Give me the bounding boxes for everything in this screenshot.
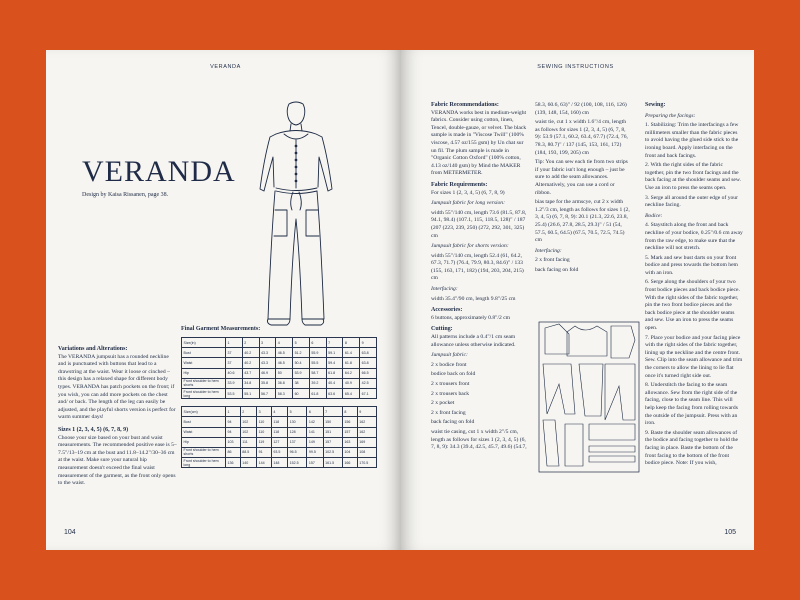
table-cell: Front shoulder to hem long <box>182 388 226 398</box>
table-cell: 63.8 <box>360 358 377 368</box>
measurements-heading: Final Garment Measurements: <box>181 326 261 332</box>
table-cell: 99.5 <box>307 447 323 457</box>
table-cell: Bust <box>182 417 226 427</box>
table-cell: 157 <box>342 427 357 437</box>
table-cell: 36.8 <box>276 378 293 388</box>
instructions-column-1 <box>431 102 527 454</box>
paragraph: 9. Baste the shoulder seam allowances of the bodice and facing together to hold the facing in place. Baste the bottom of the front facing to the bottom of the front bodice piece. Note: If you wish, <box>645 429 739 467</box>
left-page <box>46 50 401 550</box>
table-row <box>182 447 377 457</box>
table-cell: 58.3 <box>276 388 293 398</box>
paragraph: Tip: You can sew each tie from two strips if your fabric isn't long enough – just be sure to add the seam allowances. Alternatively, you can use a cord or ribbon. <box>535 159 628 196</box>
table-cell: 103 <box>226 437 241 447</box>
table-header-cell: 7 <box>323 407 342 417</box>
table-cell: Front shoulder to hem shorts <box>182 447 226 457</box>
table-header-cell: 2 <box>242 338 259 348</box>
table-cell: 35.8 <box>259 378 276 388</box>
table-cell: 42.5 <box>360 378 377 388</box>
paragraph: 5. Mark and sew bust darts on your front bodice and press towards the bottom hem with an iron. <box>645 254 738 276</box>
open-magazine <box>46 50 754 550</box>
paragraph: width 35.4"/90 cm, length 9.8"/25 cm <box>431 295 516 302</box>
table-cell: 162 <box>357 427 376 437</box>
table-row <box>182 378 377 388</box>
table-cell: 37 <box>226 348 243 358</box>
table-cell: 151 <box>323 427 342 437</box>
table-cell: 59.1 <box>326 348 343 358</box>
table-cell: 43.3 <box>259 358 276 368</box>
table-header-cell: 6 <box>309 338 326 348</box>
table-cell: 102 <box>240 417 256 427</box>
table-row <box>182 358 377 368</box>
table-cell: 63.6 <box>326 388 343 398</box>
table-cell: 127 <box>271 437 287 447</box>
table-cell: 157 <box>307 458 323 468</box>
table-cell: 140 <box>240 458 256 468</box>
table-cell: Front shoulder to hem long <box>182 458 226 468</box>
table-header-cell: 3 <box>259 338 276 348</box>
table-cell: 136 <box>226 458 241 468</box>
table-cell: 118 <box>271 417 287 427</box>
paragraph: 2. With the right sides of the fabric together, pin the two front facings and the back facing at the shoulder seams and sew. Use an iron to press the seams open. <box>645 162 741 191</box>
table-header-cell: 9 <box>357 407 376 417</box>
table-row <box>182 437 377 447</box>
table-cell: 150 <box>323 417 342 427</box>
table-cell: 94 <box>226 427 241 437</box>
cutting-layout-diagram <box>535 320 643 475</box>
table-cell: Hip <box>182 437 226 447</box>
paragraph: 8. Understitch the facing to the seam allowance. Sew from the right side of the facing, close to the seam line. This will help keep the facing from rolling towards the outside of the jumpsuit. Press with an iron. <box>645 382 738 427</box>
paragraph: 2 x front facing <box>431 409 466 416</box>
paragraph: 4. Staystitch along the front and back neckline of your bodice, 0.25"/0.6 cm away from the raw edge, to make sure that the neckline will not stretch. <box>645 222 743 252</box>
paragraph: back facing on fold <box>535 266 579 273</box>
table-cell: 88.5 <box>240 447 256 457</box>
sizes-text: Choose your size based on your bust and waist measurements. The recommended positive ease is 5–7.5"/13–19 cm at the bust and 11.8–14.2"/30–36 cm at the waist. Make sure your natural hip measurement doesn't exceed the final waist measurement of the garment, as the front only opens to the waist. <box>58 434 177 487</box>
table-cell: 53.9 <box>293 368 310 378</box>
table-cell: 40.2 <box>242 358 259 368</box>
table-cell: 61.8 <box>326 368 343 378</box>
table-cell: 142 <box>307 417 323 427</box>
table-cell: 50.4 <box>293 358 310 368</box>
table-cell: 96.5 <box>288 447 307 457</box>
section-heading: Accessories: <box>431 307 463 314</box>
table-cell: 152.5 <box>288 458 307 468</box>
variations-heading: Variations and Alterations: <box>58 346 128 352</box>
table-cell: 104 <box>342 447 357 457</box>
paragraph: 7. Place your bodice and your facing piece with the right sides of the fabric together, lining up the neckline and the centre front. Sew. Clip into the seam allowance and trim the corners to allow the lining to lie flat once it's turned right side out. <box>645 334 743 379</box>
table-row <box>182 368 377 378</box>
design-credit: Design by Kaisa Rissanen, page 38. <box>82 192 169 198</box>
paragraph: 6. Serge along the shoulders of your two front bodice pieces and back bodice piece. With the right sides of the fabric together, pin the two front bodice pieces and the back bodice piece at the shoulder seams and sew. Use an iron to press the seams open. <box>645 279 740 332</box>
table-cell: 94 <box>226 417 241 427</box>
subheading: Bodice: <box>645 212 663 219</box>
table-cell: 166 <box>342 458 357 468</box>
table-cell: 61.8 <box>343 358 360 368</box>
table-row <box>182 417 377 427</box>
table-cell: 102 <box>240 427 256 437</box>
measurement-table-cm <box>181 406 377 468</box>
table-cell: 46.5 <box>276 348 293 358</box>
table-cell: 157 <box>323 437 342 447</box>
running-header-right: SEWING INSTRUCTIONS <box>537 64 614 70</box>
section-heading: Fabric Requirements: <box>431 181 488 188</box>
table-cell: Waist <box>182 358 226 368</box>
subheading: Jumpsuit fabric: <box>431 352 468 359</box>
table-cell: 61.4 <box>343 348 360 358</box>
subheading: Jumpsuit fabric for long version: <box>431 200 505 207</box>
table-cell: 110 <box>257 417 272 427</box>
table-cell: 40.2 <box>242 348 259 358</box>
table-cell: 141 <box>307 427 323 437</box>
table-cell: 55.5 <box>309 358 326 368</box>
left-text-column <box>58 346 178 490</box>
table-cell: 33.9 <box>226 378 243 388</box>
paragraph: bodice back on fold <box>431 371 476 378</box>
table-cell: 63.8 <box>360 348 377 358</box>
table-cell: Waist <box>182 427 226 437</box>
right-page <box>401 50 754 550</box>
table-cell: 53.5 <box>226 388 243 398</box>
table-header-row <box>182 338 377 348</box>
table-header-row <box>182 407 377 417</box>
table-cell: 102.5 <box>323 447 342 457</box>
paragraph: 3. Serge all around the outer edge of your neckline facing. <box>645 194 738 209</box>
table-header-cell: 1 <box>226 407 241 417</box>
pattern-title: VERANDA <box>82 155 236 188</box>
table-cell: 59.4 <box>326 358 343 368</box>
table-cell: 34.8 <box>242 378 259 388</box>
table-cell: 61.8 <box>309 388 326 398</box>
table-cell: 40.4 <box>326 378 343 388</box>
paragraph: width 55"/140 cm, length 52.4 (61, 64.2, 67.3, 71.7) (76.4, 79.9, 80.3, 84.6)" / 133 (155, 163, 171, 182) (194, 203, 204, 215) cm <box>431 252 524 282</box>
table-header-cell: 7 <box>326 338 343 348</box>
table-row <box>182 427 377 437</box>
table-cell: 38 <box>293 378 310 388</box>
subheading: Interfacing: <box>535 247 562 254</box>
table-cell: 108 <box>357 447 376 457</box>
table-header-cell: 8 <box>343 338 360 348</box>
table-cell: 86 <box>226 447 241 457</box>
section-heading: Cutting: <box>431 326 453 333</box>
table-header-cell: 4 <box>271 407 287 417</box>
table-header-cell: 3 <box>257 407 272 417</box>
table-cell: 144 <box>257 458 272 468</box>
paragraph: 1. Stabilizing: Trim the interfacings a few millimeters smaller than the fabric pieces to avoid having the glued side stick to the ironing board. Apply interfacing on the front and back facings. <box>645 122 739 159</box>
measurements-section <box>181 326 377 475</box>
instructions-column-3 <box>645 102 743 470</box>
table-header-cell: 6 <box>307 407 323 417</box>
paragraph: VERANDA works best in medium-weight fabrics. Consider using cotton, linen, Tencel, double-gauze, or velvet. The black sample is made in "Viscose Twill" (100% viscose, 4.57 oz/155 gsm) by Un chat sur un fil. The plum sample is made in "Organic Cotton Oxford" (100% cotton, 4.13 oz/140 gsm) by Mind the MAKER from METERMETER. <box>431 109 527 177</box>
table-cell: Bust <box>182 348 226 358</box>
subheading: Jumpsuit fabric for shorts version: <box>431 243 509 250</box>
table-cell: 60 <box>293 388 310 398</box>
paragraph: waist tie casing, cut 1 x width 2"/5 cm, length as follows for sizes 1 (2, 3, 4, 5) (6, 7, 8, 9): 34.3 (39.4, 42.5, 45.7, 49.6) (54.7, <box>431 428 527 451</box>
paragraph: bias tape for the armscye, cut 2 x width 1.2"/3 cm, length as follows for sizes 1 (2, 3, 4, 5) (6, 7, 8, 9): 20.1 (21.3, 22.6, 23.8, 25.4) (26.6, 27.8, 28.5, 29.3)" / 51 (54, 57.5, 60.5, 64.5) (67.5, 70.5, 72.5, 74.5) cm <box>535 199 630 244</box>
table-cell: 51.2 <box>293 348 310 358</box>
table-cell: 55.1 <box>242 388 259 398</box>
table-cell: 66.5 <box>360 368 377 378</box>
table-cell: 43.3 <box>259 348 276 358</box>
table-cell: 169 <box>357 437 376 447</box>
table-cell: 39.2 <box>309 378 326 388</box>
subheading: Preparing the facings: <box>645 112 696 119</box>
variations-text: The VERANDA jumpsuit has a rounded neckline and is punctuated with buttons that lead to a drawstring at the waist. Wear it loose or cinched – this design has a relaxed shape for different body types. VERANDA has patch pockets on the front; if you wish, you can add more pockets on the chest and/ or back. The length of the leg can easily be adjusted, and the playful shorts version is perfect for warm summer days! <box>58 353 176 421</box>
table-header-cell: 2 <box>240 407 256 417</box>
table-cell: 55.9 <box>309 348 326 358</box>
table-header-cell: 9 <box>360 338 377 348</box>
table-cell: 119 <box>257 437 272 447</box>
instructions-column-2 <box>535 102 631 276</box>
table-cell: 46.5 <box>276 358 293 368</box>
table-header-cell: 5 <box>293 338 310 348</box>
table-header-cell: 8 <box>342 407 357 417</box>
subheading: Interfacing: <box>431 286 458 293</box>
table-cell: 111 <box>240 437 256 447</box>
table-cell: 64.2 <box>343 368 360 378</box>
jumpsuit-illustration <box>246 100 346 328</box>
paragraph: 6 buttons, approximately 0.8"/2 cm <box>431 314 511 321</box>
table-cell: 163 <box>342 437 357 447</box>
table-cell: 156 <box>342 417 357 427</box>
sizes-heading: Sizes 1 (2, 3, 4, 5) (6, 7, 8, 9) <box>58 426 129 433</box>
table-cell: 58.7 <box>309 368 326 378</box>
page-number-left: 104 <box>64 529 76 536</box>
paragraph: 2 x pocket <box>431 400 455 407</box>
paragraph: back facing on fold <box>431 419 475 426</box>
table-cell: 40.9 <box>343 378 360 388</box>
paragraph: For sizes 1 (2, 3, 4, 5) (6, 7, 8, 9) <box>431 189 505 196</box>
paragraph: waist tie, cut 1 x width 1.6"/4 cm, length as follows for sizes 1 (2, 3, 4, 5) (6, 7, 8, 9): 53.9 (57.1, 60.2, 63.4, 67.7) (72.4, 76, 78.3, 80.7)" / 137 (145, 153, 161, 172) (184, 193, 199, 205) cm <box>535 119 628 156</box>
table-header-cell: Size(in) <box>182 338 226 348</box>
table-cell: 110 <box>257 427 272 437</box>
table-cell: 118 <box>271 427 287 437</box>
paragraph: width 55"/140 cm, length 73.6 (81.5, 87.8, 94.1, 98.4) (107.1, 115, 118.5, 128)" / 187 (207 (223, 239, 250) (272, 292, 301, 325) cm <box>431 209 527 239</box>
section-heading: Fabric Recommendations: <box>431 102 499 108</box>
measurement-table-inches <box>181 337 377 399</box>
paragraph: All patterns include a 0.4"/1 cm seam allowance unless otherwise indicated. <box>431 334 516 348</box>
table-header-cell: 1 <box>226 338 243 348</box>
table-row <box>182 458 377 468</box>
table-header-cell: 4 <box>276 338 293 348</box>
table-cell: 43.7 <box>242 368 259 378</box>
page-number-right: 105 <box>724 529 736 536</box>
table-header-cell: Size(cm) <box>182 407 226 417</box>
table-cell: 148 <box>271 458 287 468</box>
table-cell: 93.5 <box>271 447 287 457</box>
table-cell: 149 <box>307 437 323 447</box>
table-cell: 46.9 <box>259 368 276 378</box>
table-cell: 56.7 <box>259 388 276 398</box>
table-cell: 130 <box>288 417 307 427</box>
table-row <box>182 388 377 398</box>
table-cell: 137 <box>288 437 307 447</box>
table-cell: 128 <box>288 427 307 437</box>
table-cell: 162 <box>357 417 376 427</box>
table-row <box>182 348 377 358</box>
table-cell: 67.1 <box>360 388 377 398</box>
paragraph: 2 x bodice front <box>431 361 467 368</box>
table-cell: Hip <box>182 368 226 378</box>
section-heading: Sewing: <box>645 102 666 108</box>
paragraph: 2 x trousers front <box>431 381 470 387</box>
table-cell: 161.5 <box>323 458 342 468</box>
table-cell: 170.5 <box>357 458 376 468</box>
table-cell: Front shoulder to hem shorts <box>182 378 226 388</box>
table-cell: 37 <box>226 358 243 368</box>
table-cell: 50 <box>276 368 293 378</box>
table-header-cell: 5 <box>288 407 307 417</box>
table-cell: 65.4 <box>343 388 360 398</box>
paragraph: 2 x trousers back <box>431 390 470 397</box>
running-header-left: VERANDA <box>210 64 241 70</box>
table-cell: 40.6 <box>226 368 243 378</box>
paragraph: 2 x front facing <box>535 257 570 264</box>
table-cell: 91 <box>257 447 272 457</box>
paragraph: 58.3, 60.6, 63)" / 92 (100, 108, 116, 126) (139, 148, 154, 160) cm <box>535 102 627 116</box>
